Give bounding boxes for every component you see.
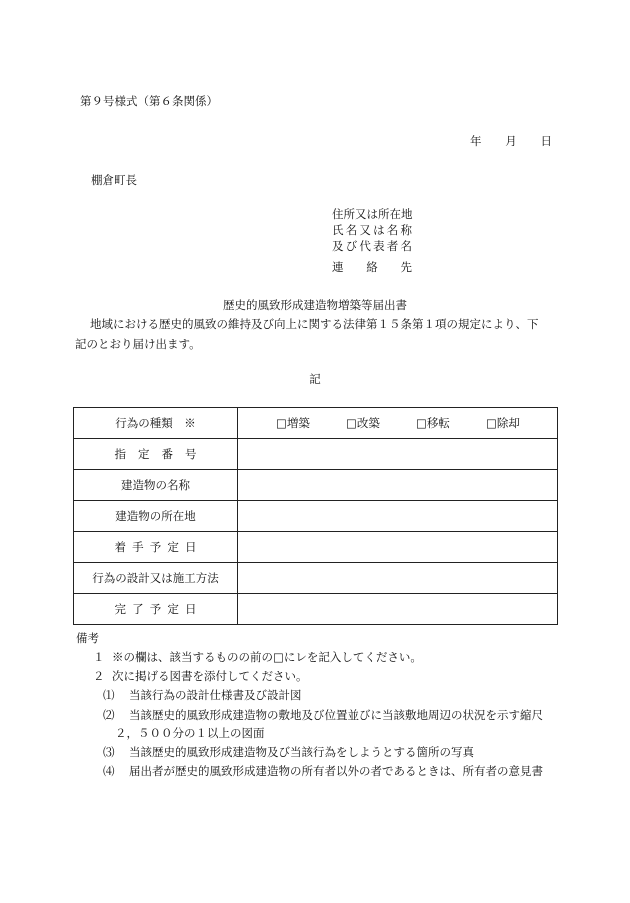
label-char: 日: [185, 540, 197, 554]
label-char: 了: [132, 602, 144, 616]
table-row-completion-date: [74, 594, 558, 625]
notes-heading: 備考: [76, 631, 99, 645]
label-char: 定: [167, 602, 179, 616]
applicant-address-label: 住所又は所在地: [332, 207, 413, 221]
attachment-number: ⑴: [103, 688, 115, 702]
option-extension-checkbox[interactable]: □増築: [276, 416, 310, 430]
label-char: 氏: [332, 223, 344, 237]
start-date-label: [74, 532, 238, 563]
label-char: 代: [359, 239, 371, 253]
form-number: 第９号様式（第６条関係）: [80, 94, 218, 108]
attachment-text-continuation: ２，５００分の１以上の図面: [115, 726, 265, 740]
label-char: 番: [161, 447, 173, 461]
contact-char: 先: [400, 260, 412, 274]
label-char: は: [373, 223, 385, 237]
design-method-field[interactable]: [238, 563, 558, 594]
label-char: 表: [373, 239, 385, 253]
label-char: 称: [400, 223, 412, 237]
table-row-building-name: [74, 470, 558, 501]
attachment-number: ⑶: [103, 745, 115, 759]
completion-date-label: [74, 594, 238, 625]
attachment-number: ⑷: [103, 764, 115, 778]
body-text-line-1: 地域における歴史的風致の維持及び向上に関する法律第１５条第１項の規定により、下: [90, 317, 539, 331]
label-char: 定: [167, 540, 179, 554]
label-char: 完: [114, 602, 126, 616]
attachment-text: 当該歴史的風致形成建造物の敷地及び位置並びに当該敷地周辺の状況を示す縮尺: [129, 708, 543, 722]
addressee: 棚倉町長: [91, 173, 137, 187]
applicant-representative-label: [332, 241, 412, 253]
date-day: 日: [540, 134, 552, 148]
label-char: 名: [345, 223, 358, 237]
option-demolition-checkbox[interactable]: □除却: [486, 416, 520, 430]
design-method-label: 行為の設計又は施工方法: [74, 563, 238, 594]
start-date-field[interactable]: [238, 532, 558, 563]
note-number: ２: [93, 669, 105, 683]
label-char: 手: [132, 540, 144, 554]
detail-table: [73, 407, 558, 625]
contact-char: 絡: [366, 260, 378, 274]
table-row-building-location: [74, 501, 558, 532]
label-char: 及: [332, 239, 344, 253]
label-char: 号: [185, 447, 197, 461]
label-char: 者: [386, 239, 399, 253]
building-location-field[interactable]: [238, 501, 558, 532]
table-row-start-date: [74, 532, 558, 563]
attachment-item: [103, 690, 302, 702]
table-row-design-method: [74, 563, 558, 594]
date-month: 月: [505, 134, 517, 148]
applicant-name-label: [332, 225, 412, 237]
attachment-number: ⑵: [103, 708, 115, 722]
ki-heading: 記: [309, 372, 321, 386]
attachment-text: 当該歴史的風致形成建造物及び当該行為をしようとする箇所の写真: [129, 745, 474, 759]
label-char: 日: [185, 602, 197, 616]
date-line: [470, 136, 552, 148]
building-name-field[interactable]: [238, 470, 558, 501]
date-year: 年: [470, 134, 482, 148]
action-type-label: 行為の種類 ※: [74, 408, 238, 439]
note-item: [93, 671, 308, 683]
note-item: [93, 652, 422, 664]
label-char: 予: [149, 540, 162, 554]
label-char: 名: [400, 239, 412, 253]
table-row-designation-number: [74, 439, 558, 470]
label-char: び: [345, 239, 358, 253]
label-char: 指: [114, 447, 126, 461]
designation-number-field[interactable]: [238, 439, 558, 470]
building-location-label: 建造物の所在地: [74, 501, 238, 532]
option-relocation-checkbox[interactable]: □移転: [416, 416, 450, 430]
note-text: ※の欄は、該当するものの前の□にレを記入してください。: [112, 650, 422, 664]
attachment-text: 届出者が歴史的風致形成建造物の所有者以外の者であるときは、所有者の意見書: [129, 764, 543, 778]
applicant-contact-label: [332, 262, 412, 274]
table-row-action-type: [74, 408, 558, 439]
note-text: 次に掲げる図書を添付してください。: [112, 669, 308, 683]
attachment-item: [103, 710, 543, 722]
attachment-item: [103, 747, 474, 759]
label-char: 着: [114, 540, 126, 554]
label-char: 名: [386, 223, 399, 237]
designation-number-label: [74, 439, 238, 470]
label-char: 定: [138, 447, 150, 461]
document-title: 歴史的風致形成建造物増築等届出書: [223, 298, 407, 312]
attachment-item: [103, 766, 543, 778]
completion-date-field[interactable]: [238, 594, 558, 625]
contact-char: 連: [332, 260, 344, 274]
note-number: １: [93, 650, 105, 664]
action-type-options: [238, 408, 558, 439]
building-name-label: 建造物の名称: [74, 470, 238, 501]
label-char: 又: [359, 223, 371, 237]
body-text-line-2: 記のとおり届け出ます。: [75, 337, 201, 351]
label-char: 予: [149, 602, 162, 616]
option-reconstruction-checkbox[interactable]: □改築: [346, 416, 380, 430]
attachment-text: 当該行為の設計仕様書及び設計図: [129, 688, 302, 702]
